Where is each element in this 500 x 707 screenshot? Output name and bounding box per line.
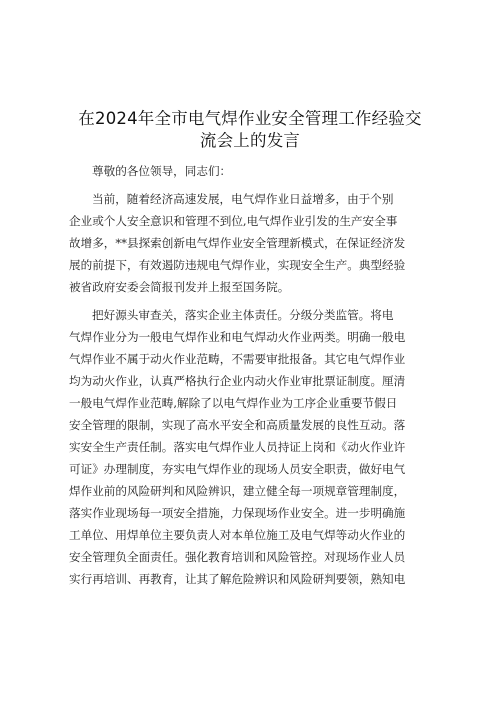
paragraph [69,304,433,590]
paragraph-line: 把好源头审查关，落实企业主体责任。分级分类监管。将电 [92,308,394,322]
paragraph-line: 实安全生产责任制。落实电气焊作业人员持证上岗和《动火作业许 [69,440,406,454]
paragraph-line: 气焊作业不属于动火作业范畴，不需要审批报备。其它电气焊作业 [69,352,406,366]
document-title [70,108,430,152]
salutation: 尊敬的各位领导，同志们： [92,164,232,178]
paragraph-line: 企业或个人安全意识和管理不到位,电气焊作业引发的生产安全事 [69,214,398,228]
paragraph-line: 安全管理负全面责任。强化教育培训和风险管控。对现场作业人员 [69,550,406,564]
paragraph-line: 故增多，**县探索创新电气焊作业安全管理新模式，在保证经济发 [69,236,406,250]
title-line: 在2024年全市电气焊作业安全管理工作经验交 [78,109,422,128]
paragraph-line: 实行再培训、再教育，让其了解危险辨识和风险研判要领，熟知电 [69,572,406,586]
document-body [69,160,433,590]
paragraph-line: 一般电气焊作业范畴,解除了以电气焊作业为工序企业重要节假日 [69,396,398,410]
paragraph-line: 安全管理的限制，实现了高水平安全和高质量发展的良性互动。落 [69,418,406,432]
paragraph-line: 可证》办理制度，夯实电气焊作业的现场人员安全职责，做好电气 [69,462,406,476]
paragraph [69,188,433,298]
paragraph-line: 气焊作业分为一般电气焊作业和电气焊动火作业两类。明确一般电 [69,330,406,344]
paragraph-line: 展的前提下，有效遏防违规电气焊作业，实现安全生产。典型经验 [69,258,406,272]
paragraph-line: 均为动火作业，认真严格执行企业内动火作业审批票证制度。厘清 [69,374,406,388]
paragraph-line: 焊作业前的风险研判和风险辨识，建立健全每一项规章管理制度， [69,484,406,498]
paragraph-line: 被省政府安委会简报刊发并上报至国务院。 [69,280,290,294]
title-line: 流会上的发言 [199,131,301,150]
paragraph-line: 工单位、用焊单位主要负责人对本单位施工及电气焊等动火作业的 [69,528,406,542]
paragraph-line: 当前，随着经济高速发展，电气焊作业日益增多，由于个别 [92,192,394,206]
paragraph-line: 落实作业现场每一项安全措施，力保现场作业安全。进一步明确施 [69,506,406,520]
